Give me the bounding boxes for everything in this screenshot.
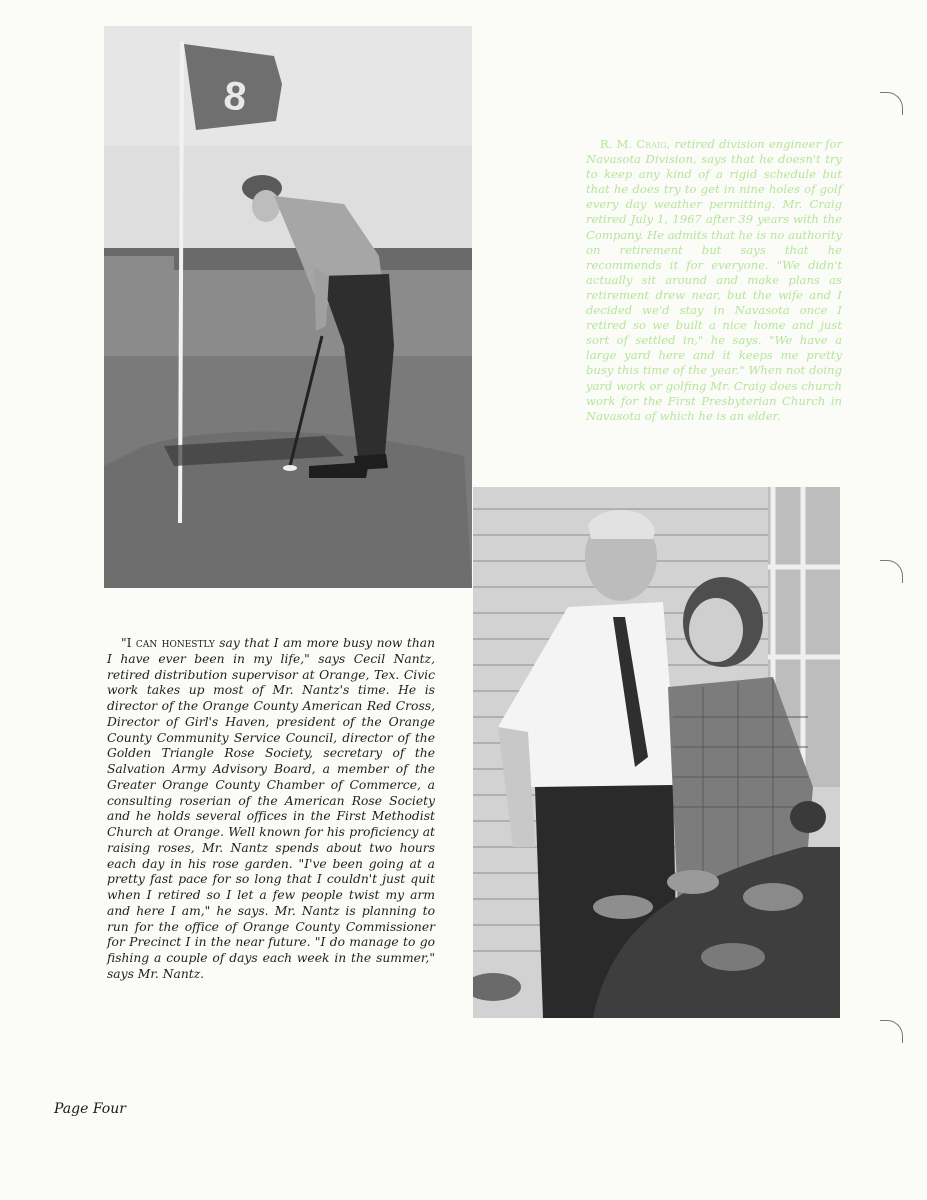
flag-number: 8 (221, 73, 249, 120)
golf-photo (104, 26, 472, 588)
nantz-caption-lead: "I can honestly (121, 636, 215, 650)
binder-hole-mark (880, 92, 903, 115)
couple-photo (473, 487, 840, 1018)
nantz-caption-text: say that I am more busy now than I have ever been in my life," says Cecil Nantz, retired distribution supervisor at Orange, Tex. Civic work takes up most of Mr. Nantz's time. He is director of the Orange County American Red Cross, Director of Girl's Haven, president of the Orange County Community Service Council, director of the Golden Triangle Rose Society, secretary of the Salvation Army Advisory Board, a member of the Greater Orange County Chamber of Commerce, a consulting roserian of the American Rose Society and he holds several offices in the First Methodist Church at Orange. Well known for his proficiency at raising roses, Mr. Nantz spends about two hours each day in his rose garden. "I've been going at a pretty fast pace for so long that I couldn't just quit when I retired so I let a few people twist my arm and here I am," he says. Mr. Nantz is planning to run for the office of Orange County Commissioner for Precinct I in the near future. "I do manage to go fishing a couple of days each week in the summer," says Mr. Nantz. (107, 636, 435, 981)
binder-hole-mark (880, 1020, 903, 1043)
page-number: Page Four (54, 1101, 126, 1117)
craig-caption (586, 137, 842, 424)
nantz-caption (107, 636, 435, 983)
craig-caption-text: retired division engineer for Navasota Division, says that he doesn't try to keep any kind of a rigid schedule but that he does try to get in nine holes of golf every day weather permitting. Mr. Craig retired July 1, 1967 after 39 years with the Company. He admits that he is no authority on retirement but says that he recommends it for everyone. "We didn't actually sit around and make plans as retirement drew near, but the wife and I decided we'd stay in Navasota once I retired so we built a nice home and just sort of settled in," he says. "We have a large yard here and it keeps me pretty busy this time of the year." When not doing yard work or golfing Mr. Craig does church work for the First Presbyterian Church in Navasota of which he is an elder. (586, 137, 842, 423)
binder-hole-mark (880, 560, 903, 583)
craig-caption-lead: R. M. Craig, (600, 137, 671, 151)
